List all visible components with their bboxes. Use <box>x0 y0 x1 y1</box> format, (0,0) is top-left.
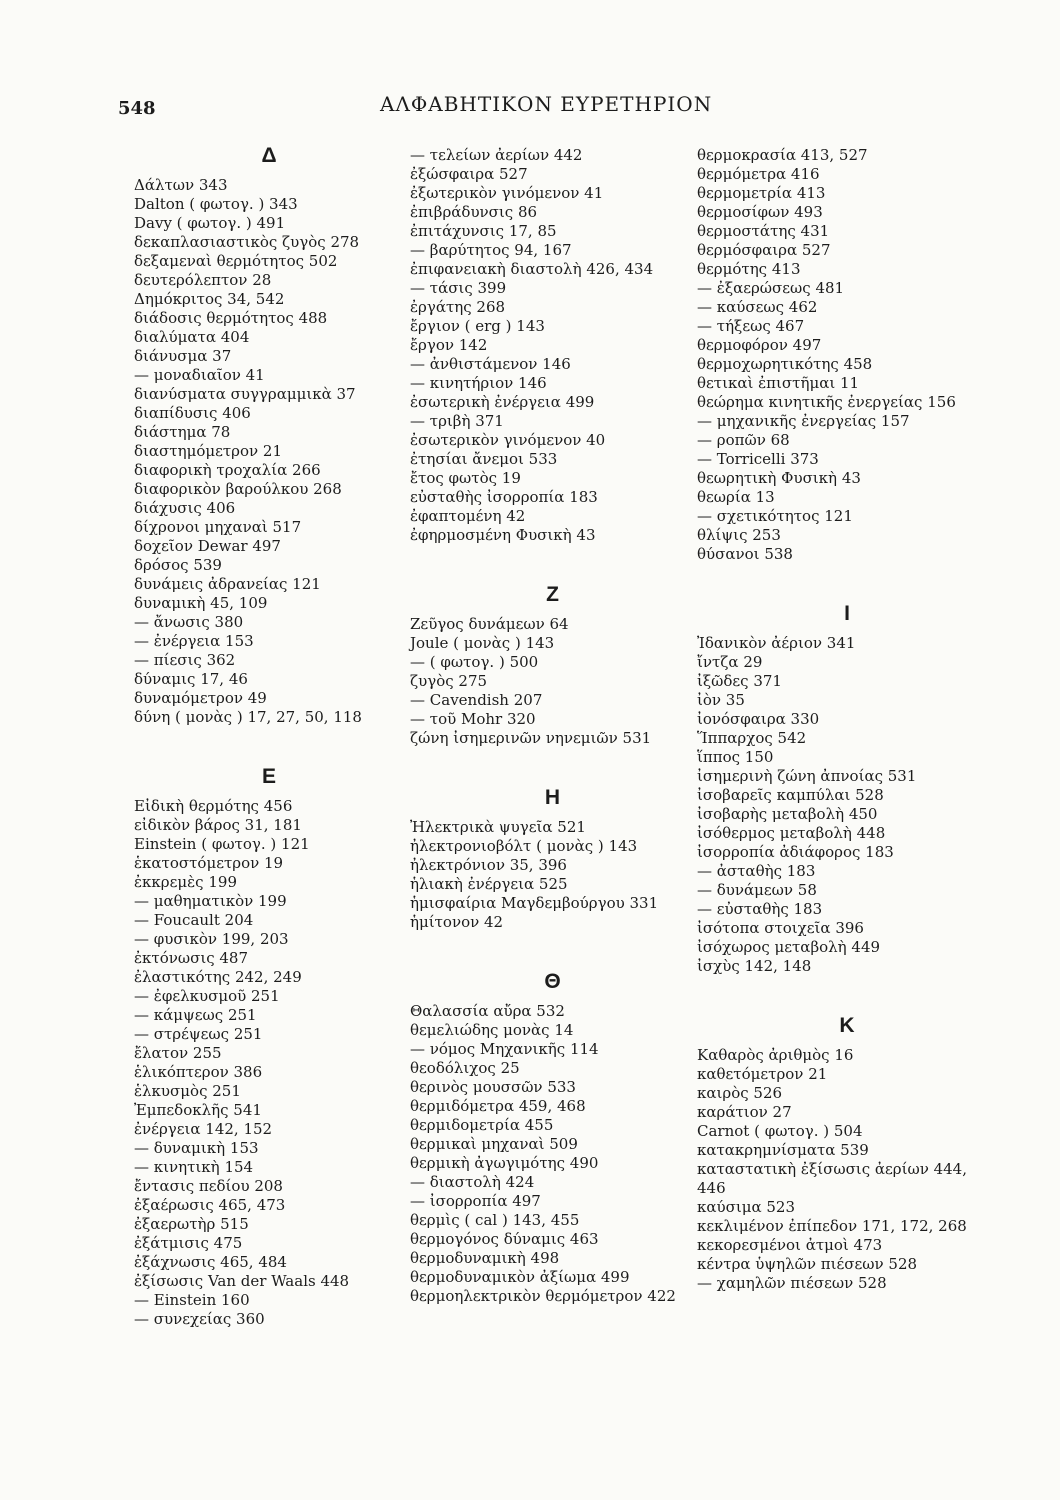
index-entry: — πίεσις 362 <box>134 651 236 669</box>
index-entry: ἡμισφαίρια Μαγδεμβούργου 331 <box>410 894 659 912</box>
index-entry: ἐκτόνωσις 487 <box>134 949 249 967</box>
index-entry: — τελείων ἀερίων 442 <box>410 146 583 164</box>
index-entry: — μηχανικῆς ἐνεργείας 157 <box>697 412 910 430</box>
index-entry: — μοναδιαῖον 41 <box>134 366 265 384</box>
index-entry: ἰσοβαρεῖς καμπύλαι 528 <box>697 786 884 804</box>
index-entry: Carnot ( φωτογ. ) 504 <box>697 1122 863 1140</box>
index-entry: — μαθηματικὸν 199 <box>134 892 287 910</box>
index-entry: ἰσόχωρος μεταβολὴ 449 <box>697 938 881 956</box>
index-entry: καθετόμετρον 21 <box>697 1065 828 1083</box>
index-entry: καιρὸς 526 <box>697 1084 783 1102</box>
index-entry: κεκλιμένον ἐπίπεδον 171, 172, 268 <box>697 1217 967 1235</box>
index-entry: — τοῦ Mohr 320 <box>410 710 536 728</box>
index-entry: ἐπιτάχυνσις 17, 85 <box>410 222 557 240</box>
index-entry: — δυναμικὴ 153 <box>134 1139 259 1157</box>
index-entry: δεκαπλασιαστικὸς ζυγὸς 278 <box>134 233 360 251</box>
index-entry: — διαστολὴ 424 <box>410 1173 535 1191</box>
index-entry: θερμοδυναμικὴ 498 <box>410 1249 560 1267</box>
index-entry: — ἰσορροπία 497 <box>410 1192 541 1210</box>
index-entry: δρόσος 539 <box>134 556 222 574</box>
index-entry: ἰσημερινὴ ζώνη ἀπνοίας 531 <box>697 767 917 785</box>
index-entry: — ροπῶν 68 <box>697 431 790 449</box>
index-entry: διάνυσμα 37 <box>134 347 232 365</box>
index-entry: κατακρημνίσματα 539 <box>697 1141 869 1159</box>
index-entry: δύναμις 17, 46 <box>134 670 248 688</box>
index-entry: θερμοχωρητικότης 458 <box>697 355 873 373</box>
index-entry: ἐξαερωτὴρ 515 <box>134 1215 249 1233</box>
index-entry: Θαλασσία αὔρα 532 <box>410 1002 565 1020</box>
index-entry: θύσανοι 538 <box>697 545 793 563</box>
index-entry: Dalton ( φωτογ. ) 343 <box>134 195 298 213</box>
index-entry: ἰσορροπία ἀδιάφορος 183 <box>697 843 894 861</box>
index-entry: θερμοσίφων 493 <box>697 203 823 221</box>
index-entry: ἐτησίαι ἄνεμοι 533 <box>410 450 558 468</box>
index-entry: — ἐφελκυσμοῦ 251 <box>134 987 280 1005</box>
index-entry: ἰονόσφαιρα 330 <box>697 710 820 728</box>
index-column-1 <box>134 136 404 1329</box>
index-entry: ἐσωτερικὸν γινόμενον 40 <box>410 431 606 449</box>
index-entry: διάστημα 78 <box>134 423 231 441</box>
index-entry: ἐκκρεμὲς 199 <box>134 873 237 891</box>
index-entry: — τριβὴ 371 <box>410 412 504 430</box>
index-column-3 <box>697 146 997 1293</box>
index-entry: — κινητήριον 146 <box>410 374 547 392</box>
index-entry: θεωρητικὴ Φυσικὴ 43 <box>697 469 861 487</box>
index-entry: Ἵππαρχος 542 <box>697 729 807 747</box>
page-number: 548 <box>118 98 156 119</box>
index-entry: θεωρία 13 <box>697 488 775 506</box>
index-entry: ἐφηρμοσμένη Φυσικὴ 43 <box>410 526 596 544</box>
index-entry: ἠλεκτρονιοβόλτ ( μονὰς ) 143 <box>410 837 638 855</box>
section-letter: Ζ <box>546 583 559 606</box>
index-entry: — κάμψεως 251 <box>134 1006 257 1024</box>
index-entry: θεώρημα κινητικῆς ἐνεργείας 156 <box>697 393 956 411</box>
index-entry: ἔτος φωτὸς 19 <box>410 469 521 487</box>
index-entry: ζυγὸς 275 <box>410 672 488 690</box>
index-entry: καράτιον 27 <box>697 1103 792 1121</box>
index-entry: ἰσχὺς 142, 148 <box>697 957 812 975</box>
index-entry: κεκορεσμένοι ἀτμοὶ 473 <box>697 1236 883 1254</box>
index-entry: θετικαὶ ἐπιστῆμαι 11 <box>697 374 860 392</box>
index-entry: — ἐνέργεια 153 <box>134 632 254 650</box>
index-entry: διαφορικὴ τροχαλία 266 <box>134 461 321 479</box>
index-entry: ἰσοβαρὴς μεταβολὴ 450 <box>697 805 878 823</box>
index-entry: θεοδόλιχος 25 <box>410 1059 520 1077</box>
index-entry: ἑκατοστόμετρον 19 <box>134 854 284 872</box>
index-entry: δοχεῖον Dewar 497 <box>134 537 281 555</box>
section-letter: Θ <box>544 970 561 993</box>
index-entry: διαπίδυσις 406 <box>134 404 251 422</box>
index-entry: διαστημόμετρον 21 <box>134 442 282 460</box>
index-entry: θερμιδομετρία 455 <box>410 1116 554 1134</box>
index-entry: ἰξῶδες 371 <box>697 672 782 690</box>
index-entry: — φυσικὸν 199, 203 <box>134 930 289 948</box>
index-entry: — καύσεως 462 <box>697 298 818 316</box>
index-entry: ἑλκυσμὸς 251 <box>134 1082 241 1100</box>
index-entry: Davy ( φωτογ. ) 491 <box>134 214 286 232</box>
index-entry: — στρέψεως 251 <box>134 1025 263 1043</box>
index-entry: — Torricelli 373 <box>697 450 819 468</box>
index-entry: ἐξάτμισις 475 <box>134 1234 243 1252</box>
index-entry: Εἰδικὴ θερμότης 456 <box>134 797 293 815</box>
index-entry: — σχετικότητος 121 <box>697 507 853 525</box>
index-entry: ἔργιον ( erg ) 143 <box>410 317 545 335</box>
index-entry: — συνεχείας 360 <box>134 1310 265 1328</box>
section-letter: Δ <box>261 144 277 167</box>
index-entry: ἔντασις πεδίου 208 <box>134 1177 283 1195</box>
index-entry: θερμικὴ ἀγωγιμότης 490 <box>410 1154 599 1172</box>
index-entry: θερμομετρία 413 <box>697 184 826 202</box>
section-letter: Ι <box>844 602 850 625</box>
index-entry: — ἄνωσις 380 <box>134 613 244 631</box>
index-entry: θλίψις 253 <box>697 526 781 544</box>
running-title: ΑΛΦΑΒΗΤΙΚΟΝ ΕΥΡΕΤΗΡΙΟΝ <box>380 92 713 116</box>
index-entry: ἰὸν 35 <box>697 691 745 709</box>
index-entry: θεμελιώδης μονὰς 14 <box>410 1021 574 1039</box>
section-letter: Κ <box>839 1014 855 1037</box>
index-entry: Ἐμπεδοκλῆς 541 <box>134 1101 262 1119</box>
index-entry: — Einstein 160 <box>134 1291 250 1309</box>
index-entry: θερμοφόρον 497 <box>697 336 822 354</box>
index-entry: ἐξίσωσις Van der Waals 448 <box>134 1272 350 1290</box>
index-entry: — ( φωτογ. ) 500 <box>410 653 539 671</box>
index-entry: ἐπιφανειακὴ διαστολὴ 426, 434 <box>410 260 654 278</box>
index-entry: δίχρονοι μηχαναὶ 517 <box>134 518 302 536</box>
index-entry: ἐσωτερικὴ ἐνέργεια 499 <box>410 393 595 411</box>
index-column-2 <box>410 146 695 1306</box>
index-entry: ζώνη ἰσημερινῶν νηνεμιῶν 531 <box>410 729 652 747</box>
index-entry: θερμοκρασία 413, 527 <box>697 146 868 164</box>
index-entry: ἰσότοπα στοιχεῖα 396 <box>697 919 864 937</box>
index-entry: — ἀσταθὴς 183 <box>697 862 816 880</box>
index-entry: Καθαρὸς ἀριθμὸς 16 <box>697 1046 854 1064</box>
index-entry: εἰδικὸν βάρος 31, 181 <box>134 816 302 834</box>
index-entry: — εὐσταθὴς 183 <box>697 900 823 918</box>
index-entry: — χαμηλῶν πιέσεων 528 <box>697 1274 887 1292</box>
index-entry: — Cavendish 207 <box>410 691 543 709</box>
index-entry: καύσιμα 523 <box>697 1198 796 1216</box>
index-entry: ἡμίτονον 42 <box>410 913 504 931</box>
index-entry: θερμὶς ( cal ) 143, 455 <box>410 1211 580 1229</box>
index-entry: διαλύματα 404 <box>134 328 250 346</box>
index-entry: θερμοδυναμικὸν ἀξίωμα 499 <box>410 1268 630 1286</box>
index-entry: Ἠλεκτρικὰ ψυγεῖα 521 <box>410 818 586 836</box>
index-entry: διάχυσις 406 <box>134 499 236 517</box>
index-entry: ἵππος 150 <box>697 748 774 766</box>
section-letter: Ε <box>261 765 276 788</box>
index-entry: δυναμόμετρον 49 <box>134 689 267 707</box>
index-entry: ἐφαπτομένη 42 <box>410 507 526 525</box>
index-entry: κέντρα ὑψηλῶν πιέσεων 528 <box>697 1255 918 1273</box>
index-entry: Einstein ( φωτογ. ) 121 <box>134 835 310 853</box>
index-entry: ἐργάτης 268 <box>410 298 506 316</box>
index-entry: ἡλιακὴ ἐνέργεια 525 <box>410 875 568 893</box>
index-entry: διανύσματα συγγραμμικὰ 37 <box>134 385 356 403</box>
index-entry: θερμόσφαιρα 527 <box>697 241 831 259</box>
index-entry: δεξαμεναὶ θερμότητος 502 <box>134 252 338 270</box>
index-entry: Joule ( μονὰς ) 143 <box>410 634 555 652</box>
index-entry: καταστατικὴ ἐξίσωσις ἀερίων 444, 446 <box>697 1160 967 1197</box>
index-entry: θερμοστάτης 431 <box>697 222 830 240</box>
index-entry: — κινητικὴ 154 <box>134 1158 254 1176</box>
index-entry: Ἰδανικὸν ἀέριον 341 <box>697 634 856 652</box>
index-entry: δύνη ( μονὰς ) 17, 27, 50, 118 <box>134 708 362 726</box>
index-entry: ἐνέργεια 142, 152 <box>134 1120 273 1138</box>
index-entry: ἔλατον 255 <box>134 1044 222 1062</box>
index-entry: ἠλεκτρόνιον 35, 396 <box>410 856 567 874</box>
index-entry: ἴντζα 29 <box>697 653 763 671</box>
index-entry: ἐξώσφαιρα 527 <box>410 165 528 183</box>
index-entry: θερινὸς μουσσῶν 533 <box>410 1078 576 1096</box>
index-entry: — νόμος Μηχανικῆς 114 <box>410 1040 599 1058</box>
index-entry: δυναμικὴ 45, 109 <box>134 594 268 612</box>
section-letter: Η <box>544 786 561 809</box>
index-entry: — δυνάμεων 58 <box>697 881 817 899</box>
index-entry: θερμότης 413 <box>697 260 801 278</box>
index-entry: ἐπιβράδυνσις 86 <box>410 203 538 221</box>
index-entry: Ζεῦγος δυνάμεων 64 <box>410 615 569 633</box>
index-entry: δυνάμεις ἀδρανείας 121 <box>134 575 321 593</box>
index-entry: διάδοσις θερμότητος 488 <box>134 309 328 327</box>
index-entry: ἐξωτερικὸν γινόμενον 41 <box>410 184 604 202</box>
index-entry: διαφορικὸν βαρούλκου 268 <box>134 480 342 498</box>
index-entry: εὐσταθὴς ἰσορροπία 183 <box>410 488 598 506</box>
index-entry: θερμιδόμετρα 459, 468 <box>410 1097 586 1115</box>
index-entry: ἐξάχνωσις 465, 484 <box>134 1253 287 1271</box>
index-entry: ἰσόθερμος μεταβολὴ 448 <box>697 824 886 842</box>
index-entry: Δημόκριτος 34, 542 <box>134 290 285 308</box>
index-entry: Δάλτων 343 <box>134 176 228 194</box>
index-entry: ἐλαστικότης 242, 249 <box>134 968 302 986</box>
index-entry: — ἀνθιστάμενον 146 <box>410 355 571 373</box>
index-entry: — ἐξαερώσεως 481 <box>697 279 845 297</box>
index-entry: θερμικαὶ μηχαναὶ 509 <box>410 1135 578 1153</box>
index-entry: — βαρύτητος 94, 167 <box>410 241 572 259</box>
index-entry: δευτερόλεπτον 28 <box>134 271 272 289</box>
index-entry: θερμόμετρα 416 <box>697 165 820 183</box>
index-entry: θερμοηλεκτρικὸν θερμόμετρον 422 <box>410 1287 676 1305</box>
index-entry: ἔργον 142 <box>410 336 488 354</box>
index-entry: — τήξεως 467 <box>697 317 805 335</box>
index-entry: — τάσις 399 <box>410 279 507 297</box>
index-entry: ἑλικόπτερον 386 <box>134 1063 263 1081</box>
index-entry: ἐξαέρωσις 465, 473 <box>134 1196 286 1214</box>
index-entry: — Foucault 204 <box>134 911 254 929</box>
index-entry: θερμογόνος δύναμις 463 <box>410 1230 599 1248</box>
